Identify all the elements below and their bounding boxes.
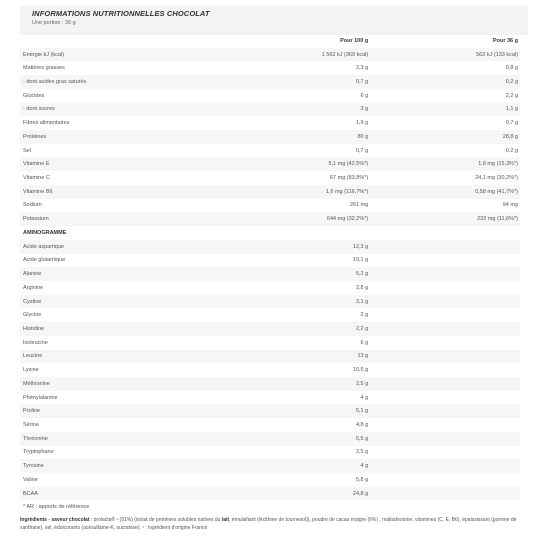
col-header-100g: Pour 100 g	[340, 37, 369, 44]
nutrient-row	[20, 89, 520, 103]
amino-row	[20, 391, 520, 405]
col-header-36g: Pour 36 g	[492, 37, 518, 44]
amino-row	[20, 322, 520, 336]
amino-row	[20, 267, 520, 281]
amino-value: 24,8 g	[191, 487, 370, 501]
nutrient-value-100g: 80 g	[191, 130, 370, 144]
nutrient-value-100g: 1 562 kJ (369 kcal)	[191, 48, 370, 62]
nutrient-label: Sodium	[23, 202, 42, 209]
nutrient-row	[20, 212, 520, 226]
ingredients-part2: , émulsifiant (lécithine de tournesol)), poudre de cacao maigre (6%) , maltodextrine, vitamines (C, E, B6), épaississant (gomme de xanthane), sel, édulcorants (acésulfame-K, sucralose). ¹ : ingrédient d’origine France	[20, 517, 517, 531]
page-title: INFORMATIONS NUTRITIONNELLES CHOCOLAT	[32, 9, 210, 18]
nutrient-value-100g: 0,7 g	[355, 147, 369, 154]
nutrient-value-100g: 3 g	[191, 103, 370, 117]
amino-label: Valine	[23, 476, 38, 483]
amino-label: Sérine	[23, 421, 39, 428]
nutrient-label: Vitamine B6	[20, 185, 191, 199]
nutrient-row	[20, 199, 520, 213]
amino-label: Lysine	[23, 367, 39, 374]
amino-row	[20, 254, 520, 268]
amino-label: Thréonine	[20, 432, 191, 446]
amino-label: Arginine	[23, 284, 44, 291]
nutrient-row	[20, 144, 520, 158]
nutrient-value-100g: 2,3 g	[355, 65, 369, 72]
aminogramme-heading-row	[20, 226, 520, 240]
nutrient-label: Vitamine C	[23, 175, 50, 182]
amino-row	[20, 336, 520, 350]
amino-value: 2,5 g	[355, 449, 369, 456]
ingredients-allergen: lait	[221, 517, 230, 523]
amino-row	[20, 281, 520, 295]
nutrient-label: Matières grasses	[23, 65, 65, 72]
ingredients-part1: : prolacta® ¹ (91%) (isolat de protéines solubles natives du	[89, 517, 222, 523]
amino-label: Histidine	[20, 322, 191, 336]
nutrient-value-100g: 1,6 mg (116,7%*)	[191, 185, 370, 199]
nutrient-label: Vitamine E	[20, 157, 191, 171]
amino-value: 2,8 g	[355, 284, 369, 291]
nutrient-row	[20, 116, 520, 130]
nutrient-value-36g: 562 kJ (133 kcal)	[370, 48, 520, 62]
nutrient-row	[20, 75, 520, 89]
amino-value: 5,2 g	[191, 267, 370, 281]
amino-label: Cystine	[20, 295, 191, 309]
nutrient-row	[20, 103, 520, 117]
amino-value: 13 g	[191, 350, 370, 364]
aminogramme-heading: AMINOGRAMME	[23, 229, 67, 236]
amino-value: 2,5 g	[191, 377, 370, 391]
amino-label: Isoleucine	[23, 339, 48, 346]
portion-size: Une portion : 36 g	[32, 20, 76, 26]
ingredients-text	[20, 516, 520, 532]
amino-row	[20, 432, 520, 446]
nutrient-value-100g: 261 mg	[349, 202, 369, 209]
amino-row	[20, 308, 520, 322]
amino-row	[20, 459, 520, 473]
nutrient-value-36g: 0,2 g	[370, 75, 520, 89]
amino-value: 4,8 g	[355, 421, 369, 428]
nutrient-label: Protéines	[20, 130, 191, 144]
footnote: * AR : apports de référence	[23, 504, 90, 511]
nutrient-value-100g: 1,9 g	[355, 120, 369, 127]
nutrient-value-100g: 67 mg (83,8%*)	[329, 175, 369, 182]
nutrient-value-100g: 0,7 g	[191, 75, 370, 89]
amino-value: 12,3 g	[191, 240, 370, 254]
amino-label: Acide aspartique	[20, 240, 191, 254]
amino-value: 4 g	[191, 459, 370, 473]
nutrient-label: - dont acides gras saturés	[20, 75, 191, 89]
nutrient-value-36g: 24,1 mg (30,2%*)	[475, 175, 518, 182]
nutrition-header	[20, 6, 528, 35]
amino-row	[20, 473, 520, 487]
nutrient-label: Glucides	[23, 92, 45, 99]
amino-row	[20, 350, 520, 364]
amino-label: Acide glutamique	[23, 257, 66, 264]
amino-row	[20, 404, 520, 418]
ingredients-label: Ingrédients - saveur chocolat	[20, 517, 90, 523]
nutrient-value-36g: 1,1 g	[370, 103, 520, 117]
table-header-row	[20, 34, 520, 48]
nutrient-value-36g: 2,2 g	[505, 92, 518, 99]
amino-label: Leucine	[20, 350, 191, 364]
amino-value: 4 g	[360, 394, 369, 401]
nutrient-value-36g: 232 mg (11,6%*)	[370, 212, 520, 226]
nutrient-label: - dont sucres	[20, 103, 191, 117]
amino-value: 5,8 g	[355, 476, 369, 483]
amino-value: 19,1 g	[352, 257, 369, 264]
amino-row	[20, 446, 520, 460]
amino-value: 5,5 g	[191, 432, 370, 446]
amino-label: Tryptophane	[23, 449, 54, 456]
amino-row	[20, 487, 520, 501]
nutrient-value-36g: 0,8 g	[505, 65, 518, 72]
amino-label: Glycine	[23, 312, 42, 319]
nutrient-row	[20, 157, 520, 171]
nutrient-value-100g: 6 g	[360, 92, 369, 99]
nutrient-value-36g: 94 mg	[502, 202, 518, 209]
amino-value: 5,1 g	[191, 404, 370, 418]
amino-value: 6 g	[360, 339, 369, 346]
amino-row	[20, 418, 520, 432]
nutrient-label: Energie kJ (kcal)	[20, 48, 191, 62]
nutrient-value-36g: 1,8 mg (15,3%*)	[370, 157, 520, 171]
nutrient-label: Potassium	[20, 212, 191, 226]
nutrient-row	[20, 61, 520, 75]
nutrient-row	[20, 171, 520, 185]
nutrient-value-36g: 0,2 g	[505, 147, 518, 154]
amino-value: 2,2 g	[191, 322, 370, 336]
nutrient-label: Sel	[23, 147, 31, 154]
amino-label: Proline	[20, 404, 191, 418]
nutrient-label: Fibres alimentaires	[23, 120, 70, 127]
amino-value: 3,1 g	[191, 295, 370, 309]
nutrient-value-36g: 0,58 mg (41,7%*)	[370, 185, 520, 199]
nutrient-value-36g: 28,8 g	[370, 130, 520, 144]
amino-row	[20, 295, 520, 309]
amino-row	[20, 363, 520, 377]
nutrient-value-100g: 5,1 mg (42,5%*)	[191, 157, 370, 171]
amino-row	[20, 377, 520, 391]
amino-value: 10,5 g	[352, 367, 369, 374]
nutrient-value-100g: 644 mg (32,2%*)	[191, 212, 370, 226]
amino-label: Méthionine	[20, 377, 191, 391]
nutrition-table	[20, 34, 520, 514]
footnote-row	[20, 500, 520, 514]
nutrient-row	[20, 185, 520, 199]
nutrient-row	[20, 48, 520, 62]
nutrient-row	[20, 130, 520, 144]
amino-value: 2 g	[360, 312, 369, 319]
amino-label: BCAA	[20, 487, 191, 501]
nutrient-value-36g: 0,7 g	[505, 120, 518, 127]
amino-row	[20, 240, 520, 254]
amino-label: Tyrosine	[20, 459, 191, 473]
amino-label: Phénylalanine	[23, 394, 58, 401]
amino-label: Alanine	[20, 267, 191, 281]
